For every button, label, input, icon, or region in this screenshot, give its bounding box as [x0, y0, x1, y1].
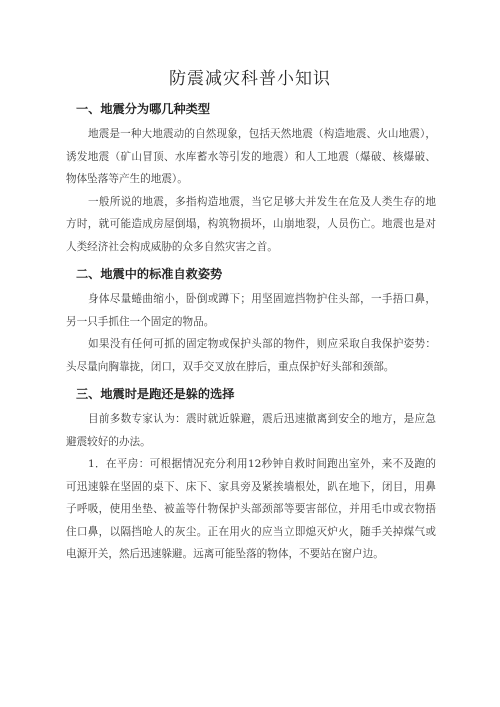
section-heading: 三、地震时是跑还是躲的选择: [76, 387, 235, 401]
section-self-rescue-posture: [66, 264, 436, 378]
document-title: 防震减灾科普小知识: [169, 69, 331, 89]
paragraph: 目前多数专家认为：震时就近躲避，震后迅速撤离到安全的地方，是应急避震较好的办法。: [66, 413, 436, 448]
section-heading: 二、地震中的标准自救姿势: [76, 267, 223, 281]
paragraph: 一般所说的地震，多指构造地震，当它足够大并发生在危及人类生存的地方时，就可能造成房屋倒塌，构筑物损坏，山崩地裂，人员伤亡。地震也是对人类经济社会构成威胁的众多自然灾害之首。: [66, 195, 436, 253]
section-run-or-hide: [66, 384, 436, 566]
section-heading: 一、地震分为哪几种类型: [76, 102, 211, 116]
paragraph: 地震是一种大地震动的自然现象，包括天然地震（构造地震、火山地震），诱发地震（矿山冒顶、水库蓄水等引发的地震）和人工地震（爆破、核爆破、物体坠落等产生的地震）。: [66, 128, 436, 185]
paragraph: 身体尽量蜷曲缩小，卧倒或蹲下；用坚固遮挡物护住头部，一手捂口鼻，另一只手抓住一个固定的物品。: [66, 293, 436, 328]
section-earthquake-types: [66, 99, 436, 258]
document-body: [66, 99, 436, 566]
paragraph: 如果没有任何可抓的固定物或保护头部的物件，则应采取自我保护姿势：头尽量向胸靠拢，闭口，双手交叉放在脖后，重点保护好头部和颈部。: [66, 338, 436, 373]
paragraph: 1．在平房：可根据情况充分利用12秒钟自救时间跑出室外，来不及跑的可迅速躲在坚固的桌下、床下、家具旁及紧挨墙根处，趴在地下，闭目，用鼻子呼吸，使用坐垫、被盖等什物保护头部颈部等要害部位，并用毛巾或衣物捂住口鼻，以隔挡呛人的灰尘。正在用火的应当立即熄灭炉火，随手关掉煤气或电源开关，然后迅速躲避。远离可能坠落的物体，不要站在窗户边。: [66, 458, 436, 560]
